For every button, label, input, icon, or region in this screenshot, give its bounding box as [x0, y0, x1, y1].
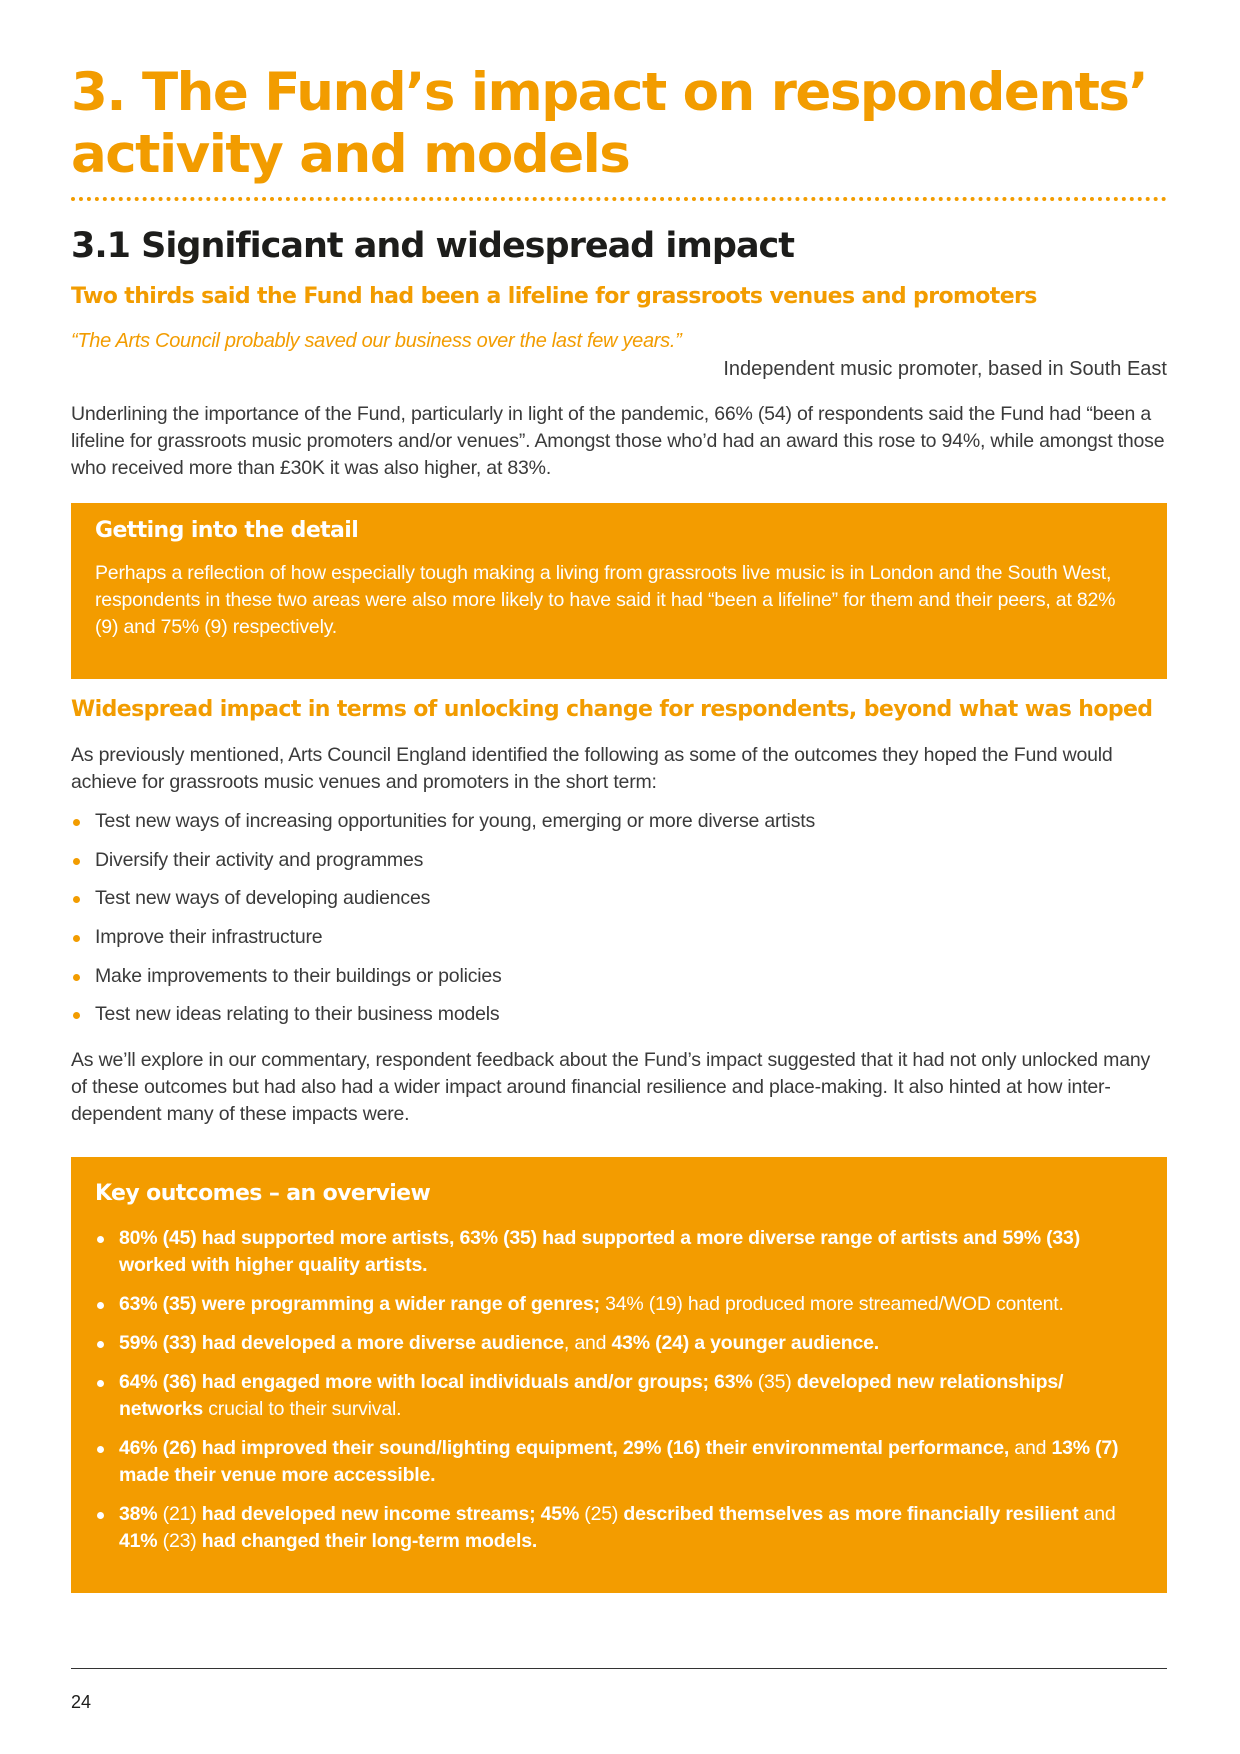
key-outcome-item: [95, 1291, 1143, 1318]
detail-box-title: Getting into the detail: [95, 518, 359, 543]
outcome-text: crucial to their survival.: [203, 1398, 402, 1420]
bullet-icon: [97, 1380, 104, 1387]
list-item-text: Test new ways of developing audiences: [95, 887, 431, 910]
chapter-title: 3. The Fund’s impact on respondents’ activity and models: [71, 62, 1148, 185]
key-outcomes-list: [95, 1225, 1143, 1555]
outcome-text: and: [1078, 1503, 1116, 1525]
hoped-outcomes-list: [71, 808, 1167, 1028]
outcome-text: 63% (35) were programming a wider range of genres;: [119, 1293, 600, 1315]
outcome-text: 80% (45) had supported more artists, 63% (35) had supported a more diverse range of artists and 59% (33) worked with higher quality artists.: [119, 1227, 1080, 1276]
bullet-icon: [97, 1446, 104, 1453]
list-item-text: Diversify their activity and programmes: [95, 848, 424, 871]
list-item-text: Improve their infrastructure: [95, 926, 323, 949]
outcome-text: and: [1009, 1437, 1052, 1459]
key-outcome-item: [95, 1435, 1143, 1489]
key-outcome-item: [95, 1501, 1143, 1555]
key-outcomes-box: [71, 1157, 1167, 1593]
list-item: [71, 808, 1167, 835]
list-item: [71, 963, 1167, 990]
outcome-text: described themselves as more financially resilient: [623, 1503, 1079, 1525]
detail-callout-box: [71, 503, 1167, 679]
bullet-icon: [97, 1512, 104, 1519]
dotted-divider: [71, 197, 1167, 201]
bullet-icon: [73, 935, 80, 942]
outcome-text: 38%: [119, 1503, 158, 1525]
list-item: [71, 1001, 1167, 1028]
bullet-icon: [73, 858, 80, 865]
outcome-text: , and: [563, 1332, 612, 1354]
section-heading: 3.1 Significant and widespread impact: [71, 226, 795, 266]
bullet-icon: [97, 1302, 104, 1309]
bullet-icon: [73, 896, 80, 903]
outcome-text: 41%: [119, 1530, 158, 1552]
outcome-text: (23): [157, 1530, 202, 1552]
list-item-text: Test new ways of increasing opportunities for young, emerging or more diverse artists: [95, 810, 816, 832]
subheading-widespread: Widespread impact in terms of unlocking change for respondents, beyond what was hoped: [71, 697, 1153, 722]
paragraph-lifeline: Underlining the importance of the Fund, particularly in light of the pandemic, 66% (54) of respondents said the Fund had “been a lifeline for grassroots music promoters and/or venues”. Amongst those who’d had an award this rose to 94%, while amongst those who received more than £30K it was also higher, at 83%.: [71, 403, 1165, 479]
quote-attribution: Independent music promoter, based in South East: [723, 358, 1167, 380]
key-outcome-item: [95, 1330, 1143, 1357]
list-item-text: Test new ideas relating to their business models: [95, 1003, 500, 1026]
key-outcomes-title: Key outcomes – an overview: [95, 1181, 431, 1206]
outcome-text: (21): [157, 1503, 202, 1525]
list-item: [71, 885, 1167, 912]
outcome-text: developed new relationships/ networks: [119, 1371, 1064, 1420]
outcome-text: 34% (19) had produced more streamed/WOD content.: [599, 1293, 1064, 1315]
outcome-text: (25): [579, 1503, 624, 1525]
outcome-text: 64% (36) had engaged more with local individuals and/or groups; 63%: [119, 1371, 753, 1393]
page-number: 24: [71, 1692, 92, 1712]
list-item-text: Make improvements to their buildings or policies: [95, 964, 502, 987]
paragraph-outcomes-intro: As previously mentioned, Arts Council England identified the following as some of the outcomes they hoped the Fund would achieve for grassroots music venues and promoters in the short term:: [71, 744, 1113, 793]
paragraph-commentary: As we’ll explore in our commentary, respondent feedback about the Fund’s impact suggested that it had not only unlocked many of these outcomes but had also had a wider impact around financial resilience and place-making. It also hinted at how inter-dependent many of these impacts were.: [71, 1049, 1151, 1125]
subheading-lifeline: Two thirds said the Fund had been a lifeline for grassroots venues and promoters: [71, 284, 1037, 309]
bullet-icon: [73, 1012, 80, 1019]
outcome-text: (35): [752, 1371, 797, 1393]
bullet-icon: [73, 819, 80, 826]
outcome-text: 13% (7) made their venue more accessible.: [119, 1437, 1119, 1486]
bullet-icon: [97, 1236, 104, 1243]
quote: “The Arts Council probably saved our business over the last few years.”: [71, 330, 682, 352]
outcome-text: 59% (33) had developed a more diverse audience: [119, 1332, 564, 1354]
outcome-text: 43% (24) a younger audience.: [611, 1332, 879, 1354]
key-outcome-item: [95, 1225, 1143, 1279]
list-item: [71, 924, 1167, 951]
outcome-text: had changed their long-term models.: [201, 1530, 538, 1552]
bullet-icon: [97, 1341, 104, 1348]
detail-box-text: Perhaps a reflection of how especially tough making a living from grassroots live music is in London and the South West, respondents in these two areas were also more likely to have said it had “been a lifeline” for them and their peers, at 82% (9) and 75% (9) respectively.: [95, 562, 1116, 638]
bullet-icon: [73, 974, 80, 981]
footer-rule: [71, 1668, 1167, 1669]
outcome-text: 46% (26) had improved their sound/lighting equipment, 29% (16) their environmental performance,: [119, 1437, 1010, 1459]
outcome-text: had developed new income streams; 45%: [201, 1503, 580, 1525]
key-outcome-item: [95, 1369, 1143, 1423]
list-item: [71, 847, 1167, 874]
